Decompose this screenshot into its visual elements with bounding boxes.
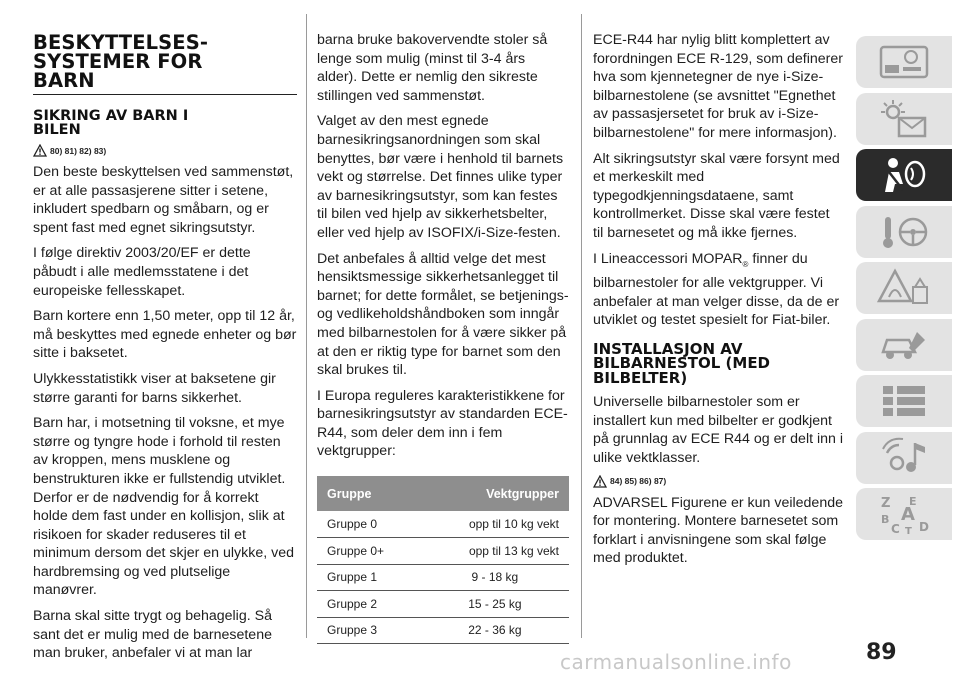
paragraph: Ulykkesstatistikk viser at baksetene gir større garanti for barns sikkerhet.	[33, 370, 276, 406]
middle-column	[317, 0, 569, 644]
registered-mark: ®	[742, 259, 749, 269]
subsection-title	[33, 109, 297, 137]
tab-multimedia[interactable]	[856, 432, 952, 484]
tab-safety[interactable]	[856, 149, 952, 201]
warning-lights-icon	[875, 98, 933, 140]
weight-groups-table	[317, 476, 569, 644]
column-divider	[581, 14, 582, 638]
seatbelt-airbag-icon	[875, 154, 933, 196]
table-cell: Gruppe 1	[317, 564, 421, 591]
mopar-text-after: finner du bilbarnestoler for alle vektgrupper. Vi anbefaler at man velger disse, da de er utviklet og testet spesielt for Fiat-biler.	[593, 250, 840, 329]
paragraph: Alt sikringsutstyr skal være forsynt med et merkeskilt med typegodkjenningsdataene, samt kontrollmerket. Disse skal være festet til barnesetet og må ikke fjernes.	[593, 150, 840, 241]
tab-starting-driving[interactable]	[856, 206, 952, 258]
alphabetical-index-icon	[875, 493, 933, 535]
paragraph: Valget av den mest egnede barnesikringsanordningen som skal benyttes, bør være i henhold til barnets vekt og størrelse. Det finnes ulike typer av barnesikringsutstyr, som kan festes til bilen ved hjelp av sikkerhetsbelter, eller ved hjelp av ISOFIX/i-Size-festen.	[317, 113, 564, 241]
warning-triangle-icon	[33, 144, 47, 157]
table-row	[317, 617, 569, 644]
paragraph: ECE-R44 har nylig blitt komplettert av forordningen ECE R-129, som definerer hva som kjennetegner de nye i-Size-bilbarnestolene (se avsnittet "Egnethet av passasjersetet for bruk av i-Size-bilbarnestolene" for mere informasjon).	[593, 32, 843, 141]
installation-heading	[593, 339, 843, 387]
tab-maintenance[interactable]	[856, 319, 952, 371]
tab-index[interactable]	[856, 488, 952, 540]
index-letter: D	[919, 520, 929, 534]
table-header-row	[317, 476, 569, 511]
table-cell: Gruppe 0+	[317, 538, 421, 565]
table-cell: Gruppe 2	[317, 591, 421, 618]
index-letter: E	[909, 495, 917, 508]
index-letter: T	[905, 526, 912, 535]
paragraph: ADVARSEL Figurene er kun veiledende for montering. Montere barnesetet som forklart i anvisningene som skal følge med produktet.	[593, 494, 843, 567]
paragraph-mopar	[593, 250, 843, 330]
warning-reference	[33, 144, 297, 157]
paragraph: I følge direktiv 2003/20/EF er dette påbudt i alle medlemsstatene i det europeiske fellesskapet.	[33, 245, 251, 299]
index-letter: Z	[881, 496, 891, 511]
column-divider	[306, 14, 307, 638]
table-row	[317, 511, 569, 538]
table-cell: opp til 13 kg vekt	[421, 538, 569, 565]
paragraph: Universelle bilbarnestoler som er installert kun med bilbelter er godkjent på grunnlag av ECE R44 og er delt inn i ulike vektklasser.	[593, 394, 844, 467]
chapter-tabs	[856, 36, 952, 545]
paragraph: Barna skal sitte trygt og behagelig. Så sant det er mulig med de barnesetene man bruker, anbefaler vi at man lar	[33, 608, 272, 662]
table-cell: Gruppe 3	[317, 617, 421, 644]
heading-text: SIKRING AV BARN I BILEN	[33, 108, 189, 138]
left-column	[33, 0, 297, 670]
multimedia-icon	[875, 437, 933, 479]
warning-refs-text: 80) 81) 82) 83)	[50, 145, 107, 156]
tab-emergency[interactable]	[856, 262, 952, 314]
table-row	[317, 591, 569, 618]
table-cell: Gruppe 0	[317, 511, 421, 538]
car-service-icon	[875, 324, 933, 366]
warning-triangle-icon	[593, 475, 607, 488]
car-dashboard-icon	[875, 41, 933, 83]
watermark: carmanualsonline.info	[560, 650, 792, 674]
mopar-text-before: I Lineaccessori MOPAR	[593, 250, 743, 267]
technical-data-icon	[875, 380, 933, 422]
paragraph: Den beste beskyttelsen ved sammenstøt, er at alle passasjerene sitter i setene, inkludert spedbarn og småbarn, og er spent fast med egnet sikringsutstyr.	[33, 164, 294, 236]
paragraph: Barn kortere enn 1,50 meter, opp til 12 år, må beskyttes med egnede enheter og bør sitte i baksetet.	[33, 308, 297, 362]
table-row	[317, 564, 569, 591]
table-cell: 15 - 25 kg	[421, 591, 569, 618]
table-row	[317, 538, 569, 565]
hazard-road-icon	[875, 267, 933, 309]
page-number: 89	[866, 640, 897, 665]
tab-warning-lights[interactable]	[856, 93, 952, 145]
paragraph: barna bruke bakovervendte stoler så lenge som mulig (minst til 3-4 års alder). Dette er nemlig den sikreste stillingen ved sammenstøt.	[317, 32, 548, 104]
table-header-group: Gruppe	[317, 476, 421, 511]
index-letter: A	[901, 504, 915, 525]
section-title	[33, 33, 297, 95]
table-cell: 22 - 36 kg	[421, 617, 569, 644]
index-letter: C	[891, 522, 900, 535]
paragraph: Det anbefales å alltid velge det mest hensiktsmessige sikkerhetsanlegget til barnet; for dette formålet, se betjenings- og vedlikeholdshåndboken som inngår med bilbarnestolen for å være sikker på at den er riktig type for barnet som den skal brukes til.	[317, 250, 569, 379]
table-cell: 9 - 18 kg	[421, 564, 569, 591]
paragraph: Barn har, i motsetning til voksne, et mye større og tyngre hode i forhold til resten av kroppen, mens musklene og benstrukturen ikke er fullstendig utviklet. Derfor er de nødvendig for å korrekt holde dem fast under en kollisjon, slik at risikoen for skader reduseres til et minimum dersom det skjer en ulykke, ved hardbremsing og ved plutselige manøvrer.	[33, 415, 294, 599]
table-cell: opp til 10 kg vekt	[421, 511, 569, 538]
tab-car-dashboard[interactable]	[856, 36, 952, 88]
table-header-weight: Vektgrupper	[421, 476, 569, 511]
paragraph: I Europa reguleres karakteristikkene for barnesikringsutstyr av standarden ECE-R44, som deler dem inn i fem vektgrupper:	[317, 387, 568, 460]
key-steering-wheel-icon	[875, 211, 933, 253]
warning-refs-text: 84) 85) 86) 87)	[610, 476, 667, 487]
heading-text: BESKYTTELSES- SYSTEMER FOR BARN	[33, 31, 209, 92]
index-letter: B	[881, 513, 890, 526]
warning-reference	[593, 475, 843, 488]
heading-text: INSTALLASJON AV BILBARNESTOL (MED BILBELTER)	[593, 339, 771, 387]
right-column	[593, 0, 843, 575]
tab-technical-data[interactable]	[856, 375, 952, 427]
